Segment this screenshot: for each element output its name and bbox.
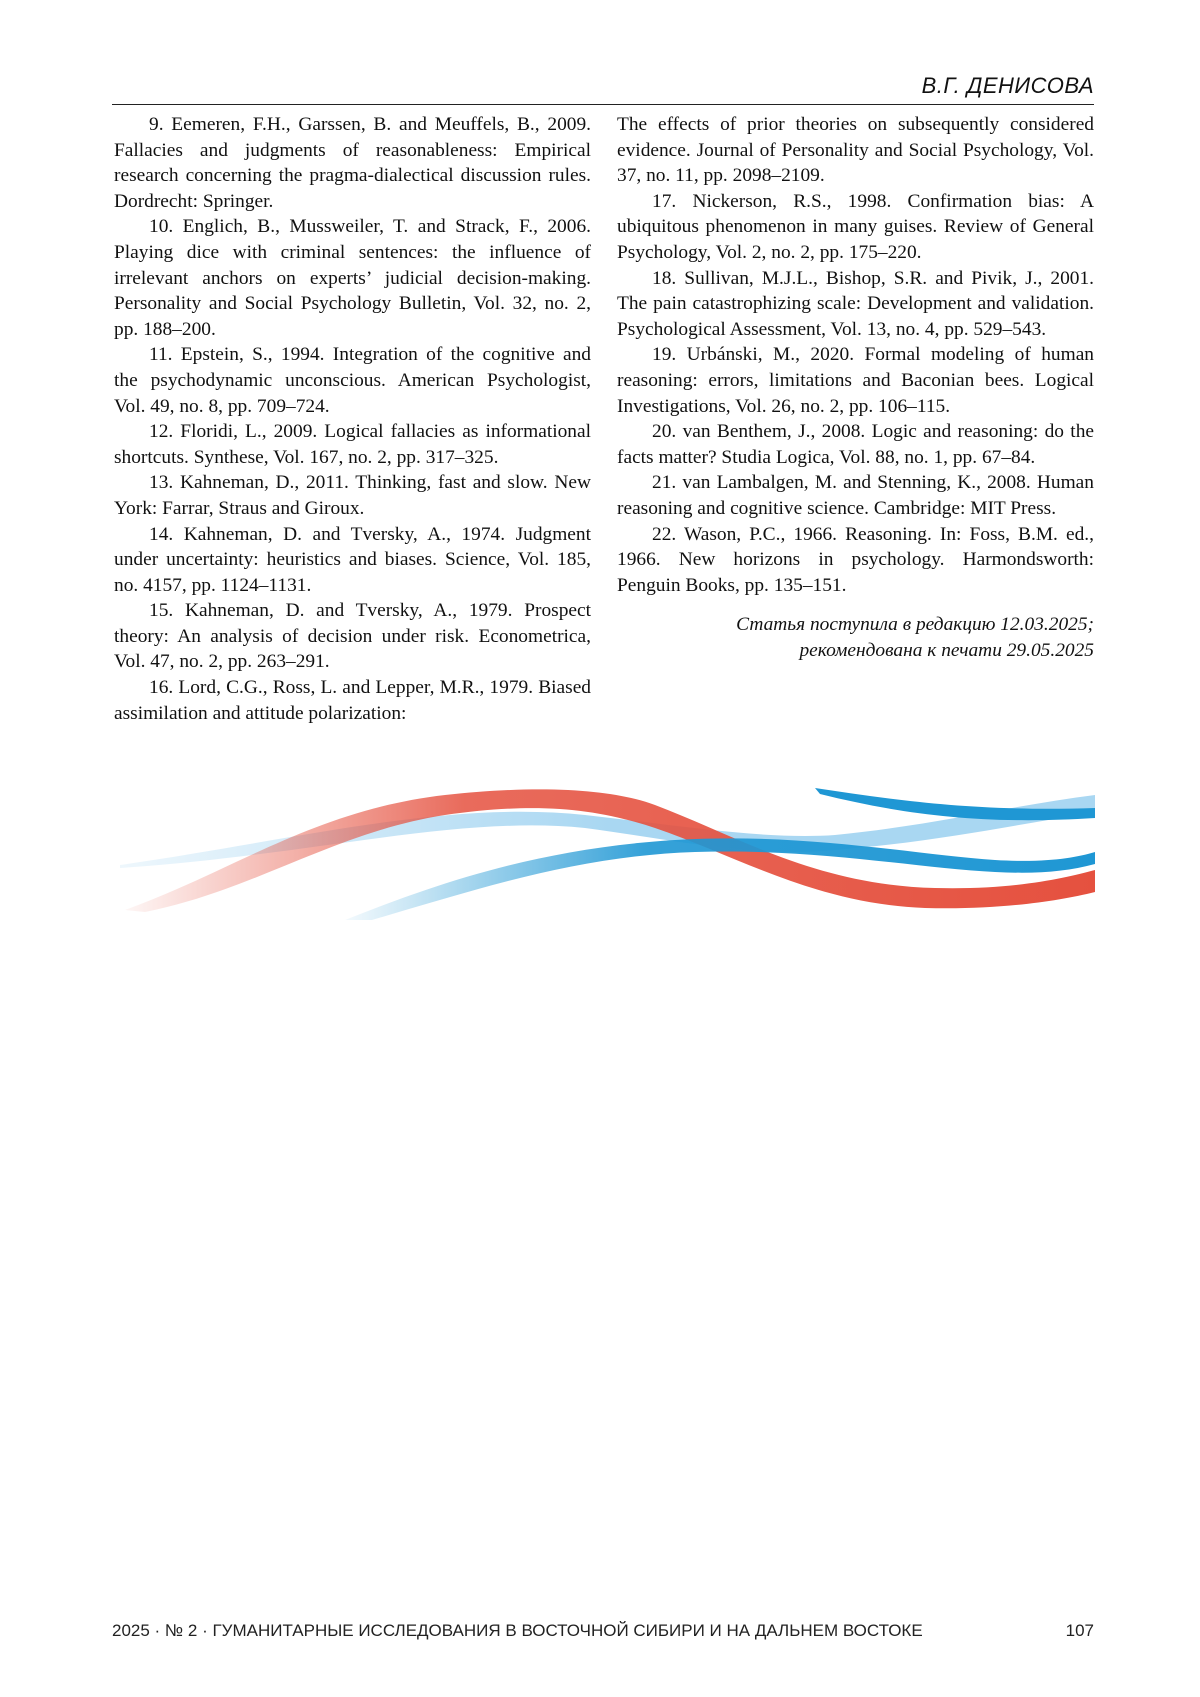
reference-item: 22. Wason, P.C., 1966. Reasoning. In: Foss, B.M. ed., 1966. New horizons in psychology. Harmondsworth: Penguin Books, pp. 135–151. bbox=[617, 523, 1094, 596]
reference-item: 15. Kahneman, D. and Tversky, A., 1979. Prospect theory: An analysis of decision under risk. Econometrica, Vol. 47, no. 2, pp. 263–291. bbox=[114, 600, 591, 673]
references-right-column bbox=[617, 112, 1094, 726]
ribbon-blue bbox=[345, 838, 1095, 920]
reference-item: 14. Kahneman, D. and Tversky, A., 1974. Judgment under uncertainty: heuristics and biases. Science, Vol. 185, no. 4157, pp. 1124–1131. bbox=[114, 523, 591, 596]
reference-continuation: The effects of prior theories on subsequently considered evidence. Journal of Personality and Social Psychology, Vol. 37, no. 11, pp. 2098–2109. bbox=[617, 114, 1094, 187]
received-date: Статья поступила в редакцию 12.03.2025; bbox=[736, 614, 1094, 636]
reference-item: 19. Urbánski, M., 2020. Formal modeling of human reasoning: errors, limitations and Baconian bees. Logical Investigations, Vol. 26, no. 2, pp. 106–115. bbox=[617, 344, 1094, 417]
received-note bbox=[617, 612, 1094, 663]
reference-item: 10. Englich, B., Mussweiler, T. and Strack, F., 2006. Playing dice with criminal sentences: the influence of irrelevant anchors on experts’ judicial decision-making. Personality and Social Psychology Bulletin, Vol. 32, no. 2, pp. 188–200. bbox=[114, 216, 591, 340]
reference-item: 9. Eemeren, F.H., Garssen, B. and Meuffels, B., 2009. Fallacies and judgments of reasonableness: Empirical research concerning the pragma-dialectical discussion rules. Dordrecht: Springer. bbox=[114, 114, 591, 212]
reference-item: 20. van Benthem, J., 2008. Logic and reasoning: do the facts matter? Studia Logica, Vol. 88, no. 1, pp. 67–84. bbox=[617, 421, 1094, 468]
reference-item: 17. Nickerson, R.S., 1998. Confirmation bias: A ubiquitous phenomenon in many guises. Review of General Psychology, Vol. 2, no. 2, pp. 175–220. bbox=[617, 190, 1094, 263]
references-columns bbox=[114, 112, 1094, 726]
references-left-column bbox=[114, 112, 591, 726]
recommended-date: рекомендована к печати 29.05.2025 bbox=[799, 639, 1094, 661]
reference-item: 13. Kahneman, D., 2011. Thinking, fast and slow. New York: Farrar, Straus and Giroux. bbox=[114, 472, 591, 519]
reference-item: 21. van Lambalgen, M. and Stenning, K., 2008. Human reasoning and cognitive science. Cambridge: MIT Press. bbox=[617, 472, 1094, 519]
reference-item: 18. Sullivan, M.J.L., Bishop, S.R. and Pivik, J., 2001. The pain catastrophizing scale: Development and validation. Psychological Assessment, Vol. 13, no. 4, pp. 529–543. bbox=[617, 267, 1094, 340]
journal-title: 2025 · № 2 · ГУМАНИТАРНЫЕ ИССЛЕДОВАНИЯ В ВОСТОЧНОЙ СИБИРИ И НА ДАЛЬНЕМ ВОСТОКЕ bbox=[112, 1621, 923, 1640]
reference-item: 11. Epstein, S., 1994. Integration of the cognitive and the psychodynamic unconscious. American Psychologist, Vol. 49, no. 8, pp. 709–724. bbox=[114, 344, 591, 417]
decorative-ribbons bbox=[115, 770, 1095, 920]
header-author: В.Г. ДЕНИСОВА bbox=[921, 73, 1094, 98]
page-number: 107 bbox=[1065, 1621, 1094, 1640]
reference-item: 16. Lord, C.G., Ross, L. and Lepper, M.R., 1979. Biased assimilation and attitude polarization: bbox=[114, 677, 591, 724]
header-divider bbox=[112, 104, 1094, 105]
page-footer bbox=[112, 1621, 1094, 1641]
reference-item: 12. Floridi, L., 2009. Logical fallacies as informational shortcuts. Synthese, Vol. 167, no. 2, pp. 317–325. bbox=[114, 421, 591, 468]
